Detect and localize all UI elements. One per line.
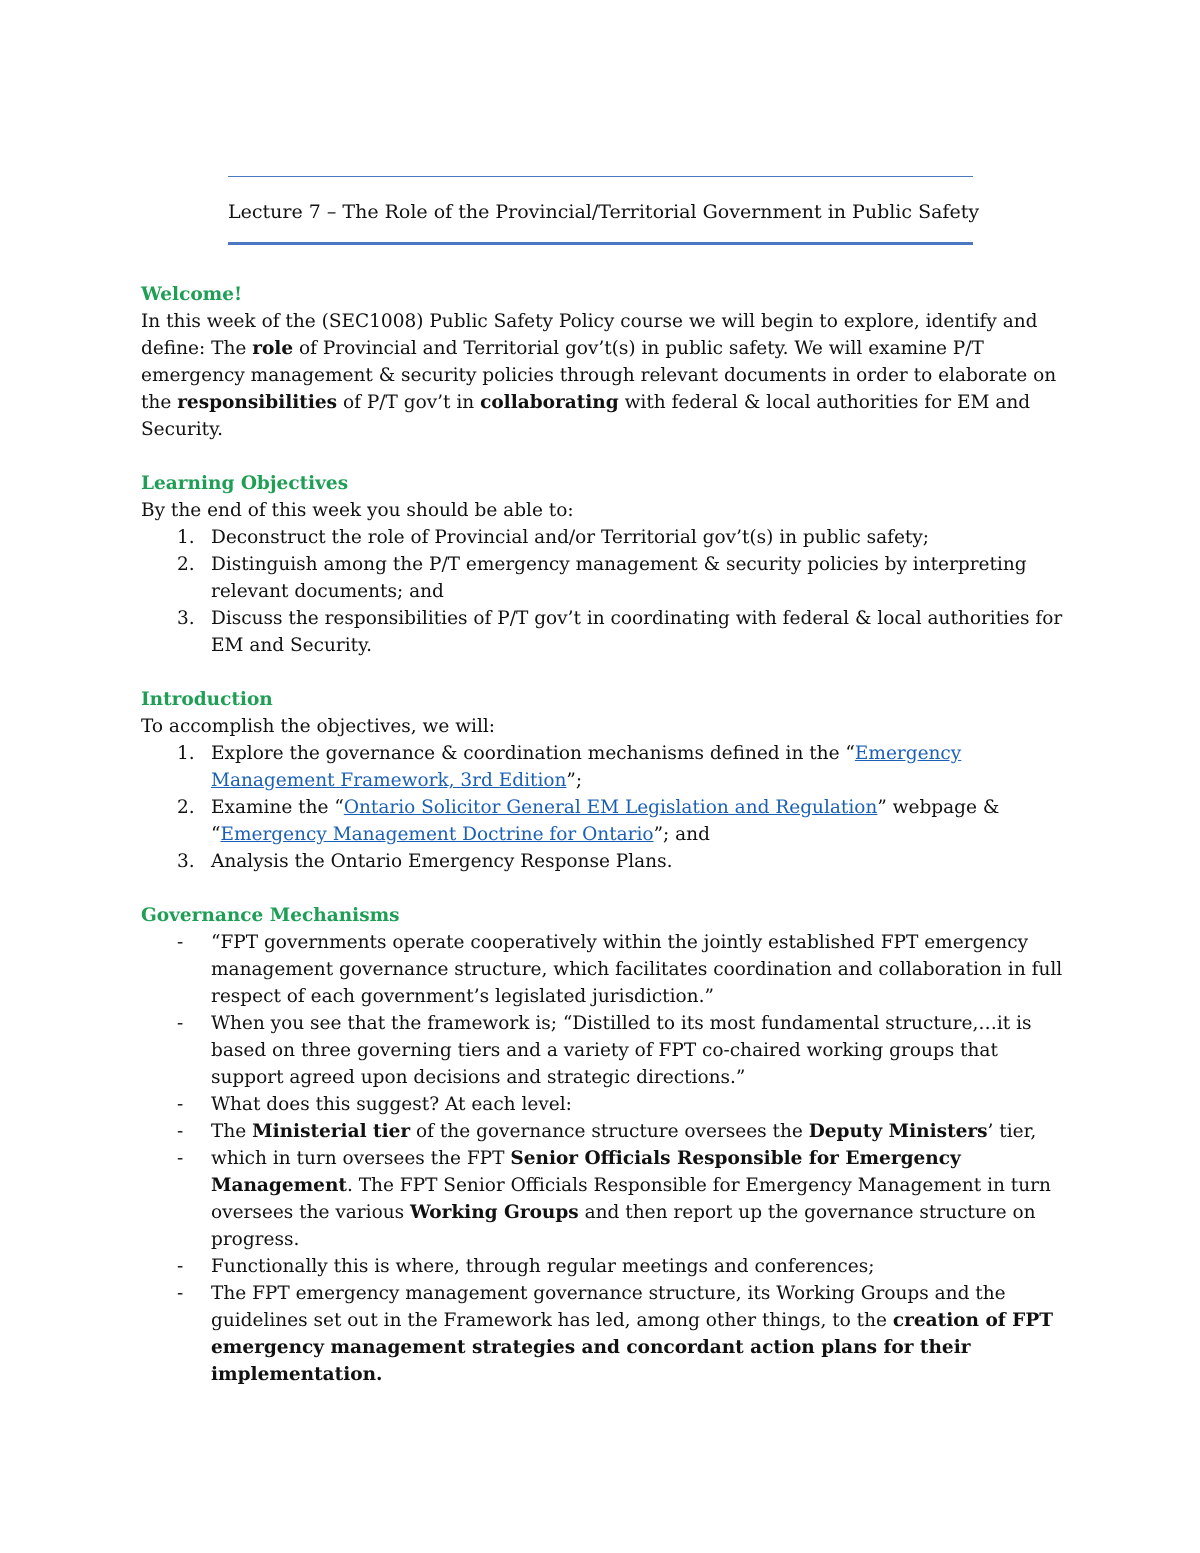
list-item-text: Examine the “: [211, 797, 344, 818]
welcome-text-4: with federal & local authorities for EM and Security.: [141, 392, 1031, 440]
list-item: [141, 1280, 1071, 1388]
welcome-paragraph: [141, 308, 1071, 443]
title-bottom-rule: [228, 242, 973, 245]
list-item: [141, 551, 1071, 605]
list-item-text: Discuss the responsibilities of P/T gov’t in coordinating with federal & local authorities for EM and Security.: [211, 608, 1063, 656]
bullet-dash: -: [177, 932, 184, 953]
introduction-list: [141, 740, 1071, 875]
welcome-bold-responsibilities: responsibilities: [177, 392, 338, 413]
bold-working-groups: Working Groups: [410, 1202, 579, 1223]
link-em-doctrine-ontario[interactable]: Emergency Management Doctrine for Ontario: [220, 824, 654, 845]
bullet-dash: -: [177, 1283, 184, 1304]
list-item-text: of the governance structure oversees the: [410, 1121, 809, 1142]
list-item-text: The FPT emergency management governance structure, its Working Groups and the guidelines set out in the Framework has led, among other things, to the: [211, 1283, 1006, 1331]
list-number: 2.: [177, 554, 195, 575]
list-item: [141, 605, 1071, 659]
list-item: [141, 1118, 1071, 1145]
list-item-text: ”;: [566, 770, 583, 791]
list-item-text: When you see that the framework is; “Distilled to its most fundamental structure,…it is based on three governing tiers and a variety of FPT co-chaired working groups that support agreed upon decisions and strategic directions.”: [211, 1013, 1032, 1088]
list-item: [141, 794, 1071, 848]
governance-section: [141, 902, 1071, 1388]
introduction-intro: To accomplish the objectives, we will:: [141, 716, 496, 737]
bullet-dash: -: [177, 1148, 184, 1169]
list-number: 1.: [177, 527, 195, 548]
introduction-section: [141, 686, 1071, 875]
welcome-text-3: of P/T gov’t in: [337, 392, 481, 413]
list-item-text: “FPT governments operate cooperatively within the jointly established FPT emergency management governance structure, which facilitates coordination and collaboration in full respect of each government’s legislated jurisdiction.”: [211, 932, 1063, 1007]
welcome-heading: Welcome!: [141, 284, 243, 305]
list-item: [141, 1253, 1071, 1280]
list-item-text: ” webpage & “: [211, 797, 1000, 845]
page-title: Lecture 7 – The Role of the Provincial/Territorial Government in Public Safety: [228, 201, 980, 223]
bullet-dash: -: [177, 1094, 184, 1115]
bold-deputy-ministers: Deputy Ministers: [808, 1121, 988, 1142]
list-item-text: Distinguish among the P/T emergency management & security policies by interpreting relevant documents; and: [211, 554, 1027, 602]
governance-heading: Governance Mechanisms: [141, 905, 400, 926]
objectives-section: [141, 470, 1071, 659]
list-item-text: ’ tier,: [987, 1121, 1037, 1142]
link-em-framework[interactable]: Emergency Management Framework, 3rd Edition: [211, 743, 962, 791]
governance-list: [141, 929, 1071, 1388]
objectives-intro: By the end of this week you should be able to:: [141, 500, 574, 521]
list-number: 2.: [177, 797, 195, 818]
welcome-bold-role: role: [252, 338, 294, 359]
list-item: [141, 1010, 1071, 1091]
objectives-heading: Learning Objectives: [141, 473, 349, 494]
list-item-text: ”; and: [653, 824, 710, 845]
bullet-dash: -: [177, 1256, 184, 1277]
list-item: [141, 1091, 1071, 1118]
welcome-section: [141, 281, 1071, 443]
list-item: [141, 524, 1071, 551]
welcome-text-2: of Provincial and Territorial gov’t(s) in public safety. We will examine P/T emergency management & security policies through relevant documents in order to elaborate on the: [141, 338, 1057, 413]
list-item-text: Analysis the Ontario Emergency Response Plans.: [211, 851, 673, 872]
list-item-text: What does this suggest? At each level:: [211, 1094, 572, 1115]
link-solicitor-general-em-legislation[interactable]: Ontario Solicitor General EM Legislation and Regulation: [343, 797, 878, 818]
list-item-text: The: [211, 1121, 253, 1142]
list-item-text: Explore the governance & coordination mechanisms defined in the “: [211, 743, 855, 764]
objectives-list: [141, 524, 1071, 659]
list-item: [141, 848, 1071, 875]
bold-ministerial-tier: Ministerial tier: [252, 1121, 411, 1142]
introduction-heading: Introduction: [141, 689, 273, 710]
welcome-bold-collaborating: collaborating: [480, 392, 619, 413]
list-number: 3.: [177, 608, 195, 629]
list-item-text: and then report up the governance structure on progress.: [211, 1202, 1036, 1250]
welcome-text-1: In this week of the (SEC1008) Public Safety Policy course we will begin to explore, identify and define: The: [141, 311, 1038, 359]
list-number: 3.: [177, 851, 195, 872]
list-item: [141, 929, 1071, 1010]
bullet-dash: -: [177, 1121, 184, 1142]
bullet-dash: -: [177, 1013, 184, 1034]
document-body: [141, 281, 1071, 1415]
list-item-text: which in turn oversees the FPT: [211, 1148, 511, 1169]
list-item-text: . The FPT Senior Officials Responsible for Emergency Management in turn oversees the various: [211, 1175, 1051, 1223]
bold-creation-of-strategies: creation of FPT emergency management strategies and concordant action plans for their implementation.: [211, 1310, 1053, 1385]
title-top-rule: [228, 176, 973, 177]
list-item-text: Deconstruct the role of Provincial and/or Territorial gov’t(s) in public safety;: [211, 527, 930, 548]
list-item: [141, 1145, 1071, 1253]
list-number: 1.: [177, 743, 195, 764]
list-item-text: Functionally this is where, through regular meetings and conferences;: [211, 1256, 875, 1277]
bold-senior-officials: Senior Officials Responsible for Emergency Management: [211, 1148, 961, 1196]
list-item: [141, 740, 1071, 794]
